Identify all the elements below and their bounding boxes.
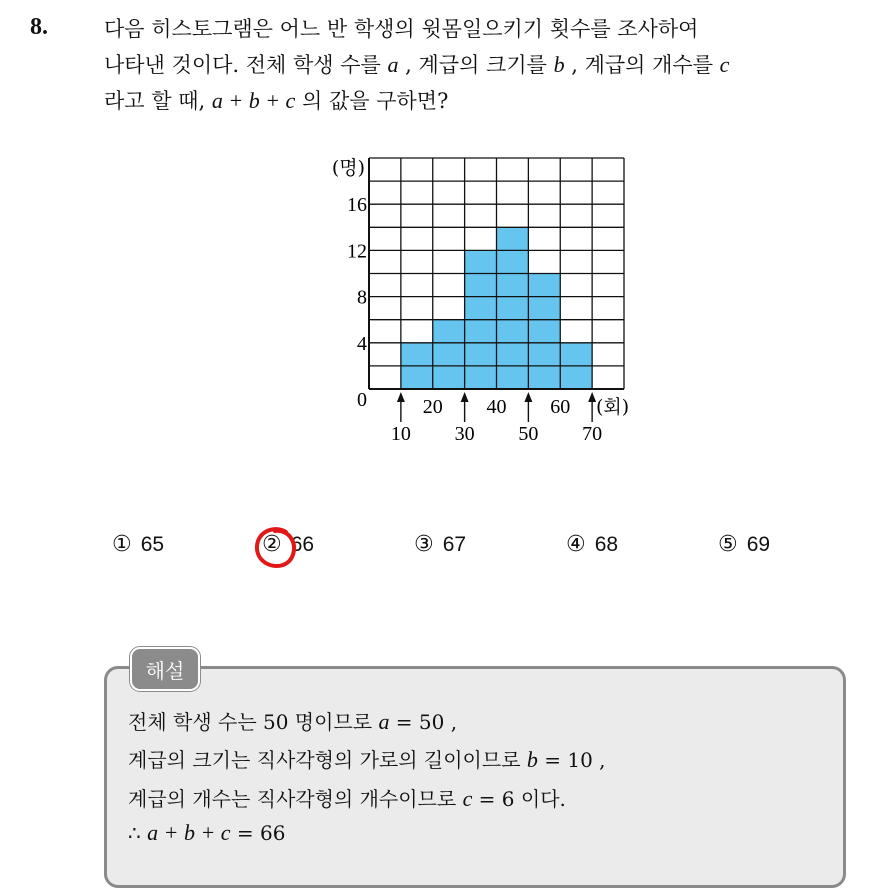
- y-axis-unit-label: (명): [331, 157, 365, 179]
- choice-3[interactable]: ③ 67: [414, 532, 467, 557]
- x-tick-label: 70: [582, 423, 603, 445]
- x-tick-label: 60: [550, 396, 571, 418]
- question-line-3: 라고 할 때, a + b + c 의 값을 구하면?: [104, 88, 449, 113]
- question-number: 8.: [30, 14, 48, 40]
- x-tick-label: 40: [486, 396, 507, 418]
- y-tick-label: 8: [357, 286, 367, 309]
- choice-5[interactable]: ⑤ 69: [718, 532, 771, 557]
- histogram-bar: [433, 320, 465, 389]
- answer-choices: [0, 532, 884, 564]
- y-tick-label: 16: [347, 194, 367, 217]
- y-tick-label: 12: [347, 240, 367, 263]
- x-edge-arrowhead: [461, 392, 469, 402]
- explanation-line-3: 계급의 개수는 직사각형의 개수이므로 c = 6 이다.: [128, 786, 566, 811]
- explanation-tag: 해설: [130, 647, 200, 691]
- y-tick-label: 4: [357, 332, 367, 355]
- x-edge-arrowhead: [524, 392, 532, 402]
- explanation-line-4: ∴ a + b + c = 66: [128, 820, 286, 845]
- y-tick-label: 0: [357, 389, 367, 411]
- choice-4[interactable]: ④ 68: [566, 532, 619, 557]
- x-axis-unit-label: (회): [596, 396, 630, 418]
- x-tick-label: 30: [454, 423, 475, 445]
- histogram-bar: [528, 274, 560, 390]
- explanation-line-1: 전체 학생 수는 50 명이므로 a = 50 ,: [128, 709, 458, 734]
- choice-2[interactable]: ② 66: [262, 532, 315, 557]
- choice-1[interactable]: ① 65: [112, 532, 165, 557]
- selected-answer-circle-mark: [253, 525, 299, 571]
- x-edge-arrowhead: [397, 392, 405, 402]
- x-edge-arrowhead: [588, 392, 596, 402]
- x-tick-label: 10: [390, 423, 411, 445]
- histogram-bar: [497, 227, 529, 389]
- explanation-line-2: 계급의 크기는 직사각형의 가로의 길이이므로 b = 10 ,: [128, 747, 606, 772]
- explanation-box: [104, 666, 846, 888]
- question-line-2: 나타낸 것이다. 전체 학생 수를 a , 계급의 크기를 b , 계급의 개수를 c: [104, 52, 730, 77]
- x-tick-label: 50: [518, 423, 539, 445]
- x-tick-label: 20: [422, 396, 443, 418]
- question-line-1: 다음 히스토그램은 어느 반 학생의 윗몸일으키기 횟수를 조사하여: [104, 17, 699, 41]
